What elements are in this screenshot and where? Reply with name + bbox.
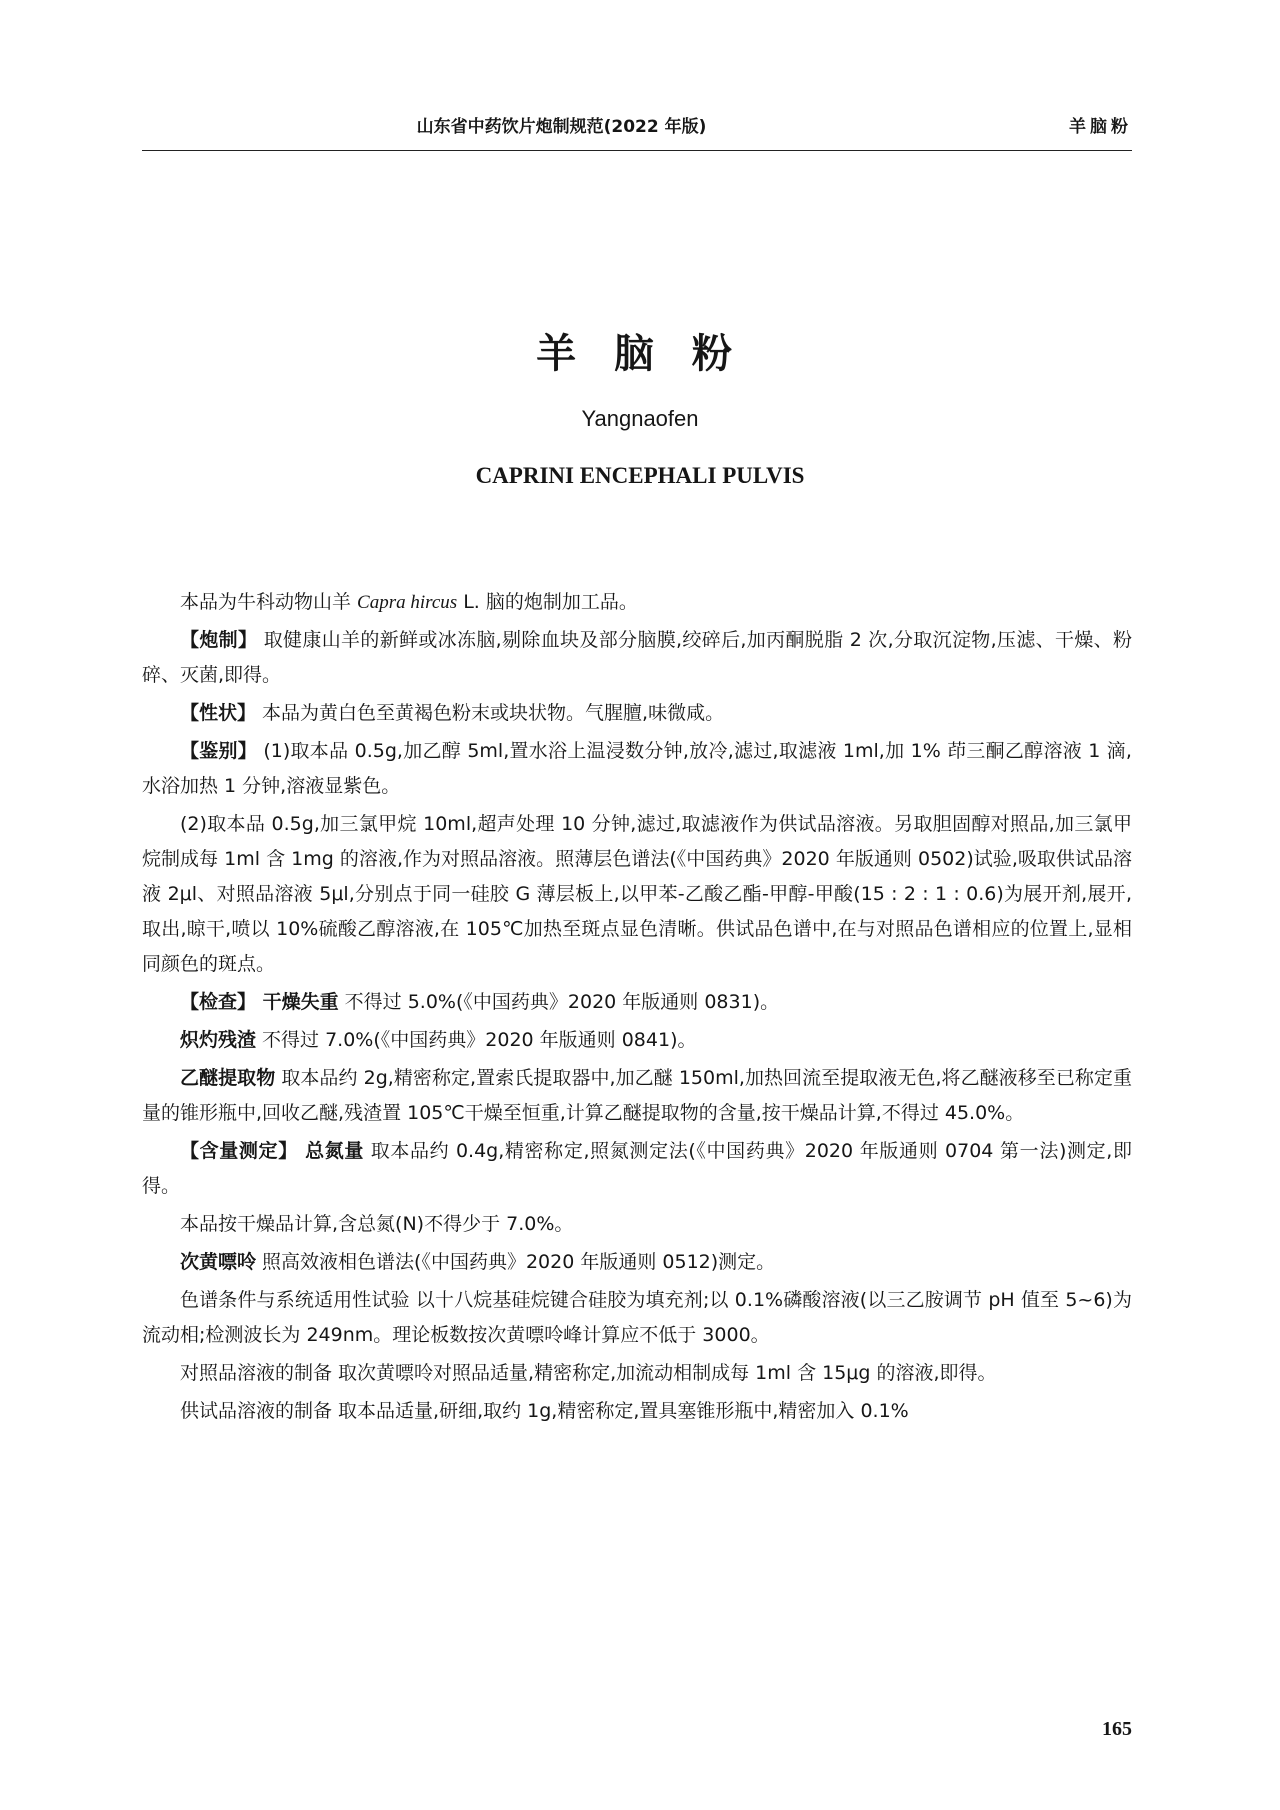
paragraph-reference-solution xyxy=(142,1356,1132,1391)
ether-heading: 乙醚提取物 xyxy=(180,1067,276,1089)
ether-text: 取本品约 2g,精密称定,置索氏提取器中,加乙醚 150ml,加热回流至提取液无色,将乙醚液移至已称定重量的锥形瓶中,回收乙醚,残渣置 105℃干燥至恒重,计算乙醚提取物的含量,按干燥品计算,不得过 45.0%。 xyxy=(142,1067,1132,1124)
properties-text: 本品为黄白色至黄褐色粉末或块状物。气腥膻,味微咸。 xyxy=(256,702,725,724)
header-book-title: 山东省中药饮片炮制规范(2022 年版) xyxy=(416,117,707,137)
paragraph-properties xyxy=(142,696,1132,731)
paragraph-inspection xyxy=(142,985,1132,1020)
intro-text-b: L. 脑的炮制加工品。 xyxy=(457,591,638,613)
paragraph-processing xyxy=(142,623,1132,693)
test-solution-text: 供试品溶液的制备 取本品适量,研细,取约 1g,精密称定,置具塞锥形瓶中,精密加入 0.1% xyxy=(180,1400,909,1422)
running-header xyxy=(142,112,1132,142)
paragraph-test-solution xyxy=(142,1394,1132,1429)
paragraph-identification-1 xyxy=(142,734,1132,804)
assay-heading: 【含量测定】 xyxy=(180,1140,298,1162)
ash-heading: 炽灼残渣 xyxy=(180,1029,257,1051)
paragraph-hypoxanthine xyxy=(142,1245,1132,1280)
hypoxanthine-text: 照高效液相色谱法(《中国药典》2020 年版通则 0512)测定。 xyxy=(256,1251,776,1273)
header-rule xyxy=(142,150,1132,151)
intro-latin-name: Capra hircus xyxy=(357,592,458,613)
hypoxanthine-heading: 次黄嘌呤 xyxy=(180,1251,257,1273)
paragraph-assay xyxy=(142,1134,1132,1204)
monograph-latin-name: CAPRINI ENCEPHALI PULVIS xyxy=(475,463,805,488)
identification-text-2: (2)取本品 0.5g,加三氯甲烷 10ml,超声处理 10 分钟,滤过,取滤液作为供试品溶液。另取胆固醇对照品,加三氯甲烷制成每 1ml 含 1mg 的溶液,作为对照品溶液。照薄层色谱法(《中国药典》2020 年版通则 0502)试验,吸取供试品溶液 2μl、对照品溶液 5μl,分别点于同一硅胶 G 薄层板上,以甲苯-乙酸乙酯-甲醇-甲酸(15 : 2 : 1 : 0.6)为展开剂,展开,取出,晾干,喷以 10%硫酸乙醇溶液,在 105℃加热至斑点显色清晰。供试品色谱中,在与对照品色谱相应的位置上,显相同颜色的斑点。 xyxy=(142,813,1132,975)
monograph-body xyxy=(142,585,1132,1432)
loss-on-drying-text: 不得过 5.0%(《中国药典》2020 年版通则 0831)。 xyxy=(338,991,780,1013)
properties-heading: 【性状】 xyxy=(180,702,257,724)
inspection-heading: 【检查】 xyxy=(180,991,257,1013)
header-section-title: 羊脑粉 xyxy=(1069,117,1132,137)
nitrogen-limit-text: 本品按干燥品计算,含总氮(N)不得少于 7.0%。 xyxy=(180,1213,574,1235)
processing-text: 取健康山羊的新鲜或冰冻脑,剔除血块及部分脑膜,绞碎后,加丙酮脱脂 2 次,分取沉淀物,压滤、干燥、粉碎、灭菌,即得。 xyxy=(142,629,1132,686)
ash-text: 不得过 7.0%(《中国药典》2020 年版通则 0841)。 xyxy=(256,1029,697,1051)
page-number: 165 xyxy=(1102,1718,1132,1740)
paragraph-ash xyxy=(142,1023,1132,1058)
identification-text-1: (1)取本品 0.5g,加乙醇 5ml,置水浴上温浸数分钟,放冷,滤过,取滤液 1ml,加 1% 茚三酮乙醇溶液 1 滴,水浴加热 1 分钟,溶液显紫色。 xyxy=(142,740,1132,797)
paragraph-ether-extract xyxy=(142,1061,1132,1131)
loss-on-drying-heading: 干燥失重 xyxy=(256,991,339,1013)
paragraph-nitrogen-limit xyxy=(142,1207,1132,1242)
paragraph-identification-2 xyxy=(142,807,1132,982)
nitrogen-heading: 总氮量 xyxy=(297,1140,365,1162)
identification-heading: 【鉴别】 xyxy=(180,740,258,762)
monograph-pinyin: Yangnaofen xyxy=(581,406,699,431)
reference-solution-text: 对照品溶液的制备 取次黄嘌呤对照品适量,精密称定,加流动相制成每 1ml 含 15μg 的溶液,即得。 xyxy=(180,1362,997,1384)
chromatography-text: 色谱条件与系统适用性试验 以十八烷基硅烷键合硅胶为填充剂;以 0.1%磷酸溶液(以三乙胺调节 pH 值至 5~6)为流动相;检测波长为 249nm。理论板数按次黄嘌呤峰计算应不低于 3000。 xyxy=(142,1289,1132,1346)
paragraph-chromatography xyxy=(142,1283,1132,1353)
nitrogen-text: 取本品约 0.4g,精密称定,照氮测定法(《中国药典》2020 年版通则 0704 第一法)测定,即得。 xyxy=(142,1140,1132,1197)
monograph-title: 羊 脑 粉 xyxy=(536,331,744,377)
intro-text-a: 本品为牛科动物山羊 xyxy=(180,591,358,613)
paragraph-intro xyxy=(142,585,1132,620)
processing-heading: 【炮制】 xyxy=(180,629,258,651)
